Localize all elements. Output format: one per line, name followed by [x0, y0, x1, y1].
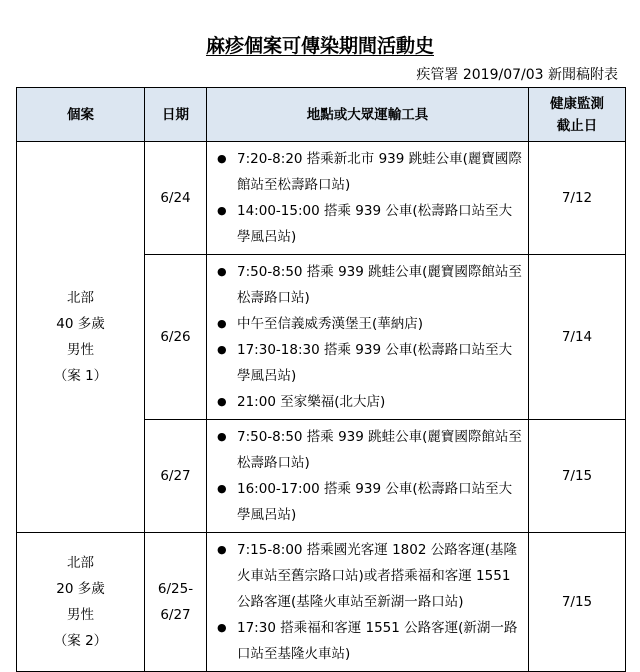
- case-cell: [17, 142, 145, 533]
- places-list: [207, 255, 528, 419]
- table-header-row: [17, 88, 626, 142]
- date-end: 6/27: [160, 607, 191, 623]
- table-row: [17, 142, 626, 255]
- date-start: 6/25-: [157, 581, 194, 597]
- list-item: ● 21:00 至家樂福(北大店): [207, 389, 522, 415]
- list-item: ● 7:50-8:50 搭乘 939 跳蛙公車(麗寶國際館站至松壽路口站): [207, 424, 522, 476]
- case-id: （案 1）: [53, 368, 108, 384]
- header-date: 日期: [145, 88, 207, 142]
- date-cell: 6/24: [145, 142, 207, 255]
- list-item: ● 16:00-17:00 搭乘 939 公車(松壽路口站至大學風呂站): [207, 476, 522, 528]
- places-cell: [207, 142, 529, 255]
- monitor-end-cell: 7/15: [529, 420, 626, 533]
- list-item: ● 7:50-8:50 搭乘 939 跳蛙公車(麗寶國際館站至松壽路口站): [207, 259, 522, 311]
- list-item: ● 14:00-15:00 搭乘 939 公車(松壽路口站至大學風呂站): [207, 198, 522, 250]
- activity-table: [16, 87, 626, 672]
- date-cell: 6/26: [145, 255, 207, 420]
- case-age: 20 多歲: [56, 581, 105, 597]
- list-item: ● 7:15-8:00 搭乘國光客運 1802 公路客運(基隆火車站至舊宗路口站)或者搭乘福和客運 1551 公路客運(基隆火車站至新湖一路口站): [207, 537, 522, 615]
- header-monitor-line2: 截止日: [556, 117, 598, 134]
- header-case: 個案: [17, 88, 145, 142]
- list-item: ● 中午至信義威秀漢堡王(華納店): [207, 311, 522, 337]
- header-monitor-line1: 健康監測: [550, 95, 604, 112]
- header-places: 地點或大眾運輸工具: [207, 88, 529, 142]
- table-row: [17, 533, 626, 672]
- places-cell: [207, 255, 529, 420]
- document-subtitle: 疾管署 2019/07/03 新聞稿附表: [416, 67, 618, 83]
- header-monitor-end: [529, 88, 626, 142]
- date-cell: [145, 533, 207, 672]
- case-region: 北部: [67, 290, 94, 306]
- monitor-end-cell: 7/12: [529, 142, 626, 255]
- case-sex: 男性: [67, 342, 94, 358]
- monitor-end-cell: 7/15: [529, 533, 626, 672]
- case-age: 40 多歲: [56, 316, 105, 332]
- date-cell: 6/27: [145, 420, 207, 533]
- places-list: [207, 142, 528, 254]
- monitor-end-cell: 7/14: [529, 255, 626, 420]
- document-title: 麻疹個案可傳染期間活動史: [205, 35, 434, 57]
- places-cell: [207, 533, 529, 672]
- list-item: ● 17:30 搭乘福和客運 1551 公路客運(新湖一路口站至基隆火車站): [207, 615, 522, 667]
- case-region: 北部: [67, 555, 94, 571]
- places-cell: [207, 420, 529, 533]
- case-cell: [17, 533, 145, 672]
- list-item: ● 17:30-18:30 搭乘 939 公車(松壽路口站至大學風呂站): [207, 337, 522, 389]
- places-list: [207, 420, 528, 532]
- list-item: ● 7:20-8:20 搭乘新北市 939 跳蛙公車(麗寶國際館站至松壽路口站): [207, 146, 522, 198]
- case-id: （案 2）: [53, 633, 108, 649]
- case-sex: 男性: [67, 607, 94, 623]
- places-list: [207, 533, 528, 671]
